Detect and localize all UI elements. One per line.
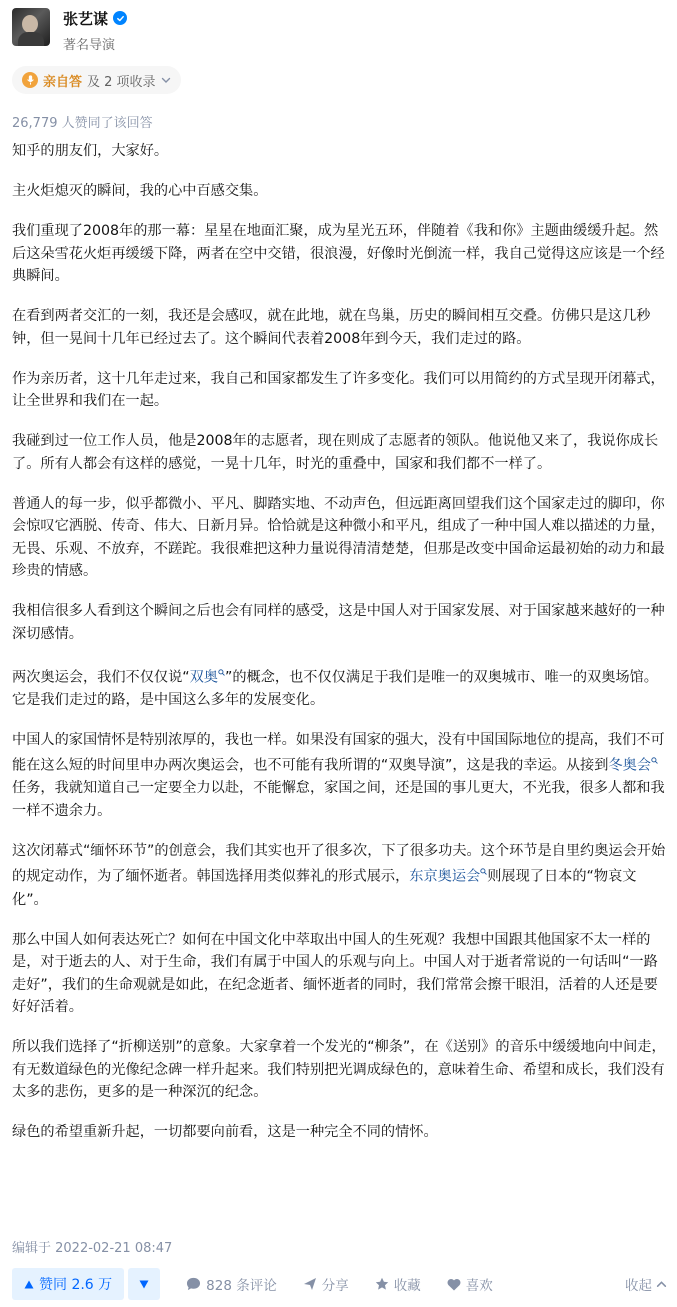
- answer-content: [12, 140, 667, 1161]
- paragraph-text: 知乎的朋友们，大家好。: [12, 143, 169, 159]
- edited-time: 编辑于 2022-02-21 08:47: [12, 1241, 173, 1256]
- paragraph-text: 我碰到过一位工作人员，他是2008年的志愿者，现在则成了志愿者的领队。他说他又来了，我说你成长了。所有人都会有这样的感觉，一晃十几年，时光的重叠中，国家和我们都不一样了。: [12, 433, 659, 472]
- vote-up-label: 赞同 2.6 万: [39, 1277, 113, 1293]
- paragraph-text: 绿色的希望重新升起，一切都要向前看，这是一种完全不同的情怀。: [12, 1124, 438, 1141]
- paragraph-text: 则展现了日本的“物哀文化”。: [12, 869, 637, 908]
- paragraph-text: 任务，我就知道自己一定要全力以赴，不能懈怠，家国之间，还是国的事儿更大，不光我，很多人都和我一样不遗余力。: [12, 780, 665, 819]
- paragraph-text: 所以我们选择了“折柳送别”的意象。大家拿着一个发光的“柳条”，在《送别》的音乐中缓缓地向中间走，有无数道绿色的光像纪念碑一样升起来。我们特别把光调成绿色的，意味着生命、希望和成长，我们没有太多的悲伤，更多的是一种深沉的纪念。: [12, 1039, 666, 1101]
- share-icon: [303, 1277, 317, 1291]
- search-icon: [218, 669, 225, 679]
- comment-icon: [186, 1277, 201, 1291]
- like-label: 喜欢: [465, 1278, 493, 1294]
- vote-up-button[interactable]: [12, 1268, 124, 1300]
- answer-paragraph: [12, 368, 667, 413]
- avatar[interactable]: [12, 8, 50, 46]
- favorite-label: 收藏: [393, 1278, 421, 1294]
- answer-paragraph: [12, 729, 667, 823]
- paragraph-text: ”的概念，也不仅仅满足于我们是唯一的双奥城市、唯一的双奥场馆。它是我们走过的路，是中国这么多年的发展变化。: [12, 669, 658, 708]
- triangle-down-icon: [139, 1280, 149, 1289]
- keyword-search-link[interactable]: 双奥: [189, 669, 218, 686]
- collection-badge[interactable]: [12, 66, 181, 94]
- answer-paragraph: [12, 840, 667, 911]
- like-button[interactable]: [447, 1274, 493, 1294]
- answer-paragraph: [12, 140, 667, 163]
- self-answer-label: 亲自答: [43, 74, 83, 90]
- answer-paragraph: [12, 180, 667, 203]
- answer-paragraph: [12, 220, 667, 288]
- paragraph-text: 在看到两者交汇的一刻，我还是会感叹，就在此地，就在鸟巢，历史的瞬间相互交叠。仿佛只是这几秒钟，但一晃间十几年已经过去了。这个瞬间代表着2008年到今天，我们走过的路。: [12, 308, 651, 347]
- share-button[interactable]: [303, 1274, 349, 1294]
- author-block: [12, 8, 127, 53]
- collapse-label: 收起: [625, 1278, 652, 1294]
- collections-label: 及 2 项收录: [87, 74, 156, 90]
- heart-icon: [447, 1278, 461, 1291]
- answer-paragraph: [12, 1036, 667, 1104]
- star-icon: [375, 1277, 389, 1291]
- votes-summary: 26,779 人赞同了该回答: [12, 116, 153, 131]
- author-info: [63, 8, 127, 53]
- answer-paragraph: [12, 600, 667, 645]
- author-name-row: [63, 8, 127, 28]
- author-headline: 著名导演: [63, 38, 116, 53]
- triangle-up-icon: [24, 1280, 34, 1289]
- keyword-search-link[interactable]: 冬奥会: [608, 757, 651, 774]
- comments-button[interactable]: [186, 1274, 277, 1294]
- answer-paragraph: [12, 1121, 667, 1144]
- favorite-button[interactable]: [375, 1274, 421, 1294]
- chevron-down-icon: [161, 75, 171, 85]
- paragraph-text: 普通人的每一步，似乎都微小、平凡、脚踏实地、不动声色，但远距离回望我们这个国家走过的脚印，你会惊叹它洒脱、传奇、伟大、日新月异。恰恰就是这种微小和平凡，组成了一种中国人难以描述的力量，无畏、乐观、不放弃，不蹉跎。我很难把这种力量说得清清楚楚，但那是改变中国命运最初始的动力和最珍贵的情感。: [12, 495, 665, 579]
- paragraph-text: 中国人的家国情怀是特别浓厚的，我也一样。如果没有国家的强大，没有中国国际地位的提高，我们不可能在这么短的时间里申办两次奥运会，也不可能有我所谓的“双奥导演”，这是我的幸运。从接到: [12, 731, 665, 774]
- answer-paragraph: [12, 929, 667, 1019]
- action-bar: [12, 1268, 667, 1300]
- answer-paragraph: [12, 663, 667, 712]
- search-icon: [651, 757, 658, 767]
- answer-paragraph: [12, 493, 667, 583]
- paragraph-text: 这次闭幕式“缅怀环节”的创意会，我们其实也开了很多次，下了很多功夫。这个环节是自里约奥运会开始的规定动作，为了缅怀逝者。韩国选择用类似葬礼的形式展示，: [12, 842, 666, 886]
- verified-icon: [113, 11, 127, 25]
- paragraph-text: 主火炬熄灭的瞬间，我的心中百感交集。: [12, 183, 268, 199]
- keyword-search-link[interactable]: 东京奥运会: [409, 869, 481, 886]
- mic-icon: [22, 72, 38, 88]
- paragraph-text: 作为亲历者，这十几年走过来，我自己和国家都发生了许多变化。我们可以用简约的方式呈现开闭幕式，让全世界和我们在一起。: [12, 370, 665, 409]
- vote-down-button[interactable]: [128, 1268, 160, 1300]
- answer-paragraph: [12, 430, 667, 475]
- collapse-button[interactable]: [625, 1274, 667, 1294]
- answer-paragraph: [12, 305, 667, 350]
- paragraph-text: 两次奥运会，我们不仅仅说“: [12, 669, 190, 686]
- author-name[interactable]: 张艺谋: [63, 9, 109, 28]
- paragraph-text: 我相信很多人看到这个瞬间之后也会有同样的感受，这是中国人对于国家发展、对于国家越来越好的一种深切感情。: [12, 603, 665, 642]
- paragraph-text: 那么中国人如何表达死亡？如何在中国文化中萃取出中国人的生死观？我想中国跟其他国家不太一样的是，对于逝去的人、对于生命，我们有属于中国人的乐观与向上。中国人对于逝者常说的一句话叫“一路走好”，我们的生命观就是如此，在纪念逝者、缅怀逝者的同时，我们常常会擦干眼泪，活着的人还是要好好活着。: [12, 931, 658, 1016]
- comments-label: 828 条评论: [206, 1278, 277, 1294]
- share-label: 分享: [321, 1278, 349, 1294]
- chevron-up-icon: [656, 1279, 667, 1290]
- paragraph-text: 我们重现了2008年的那一幕：星星在地面汇聚，成为星光五环，伴随着《我和你》主题曲缓缓升起。然后这朵雪花火炬再缓缓下降，两者在空中交错，很浪漫，好像时光倒流一样，我自己觉得这应该是一个经典瞬间。: [12, 223, 665, 284]
